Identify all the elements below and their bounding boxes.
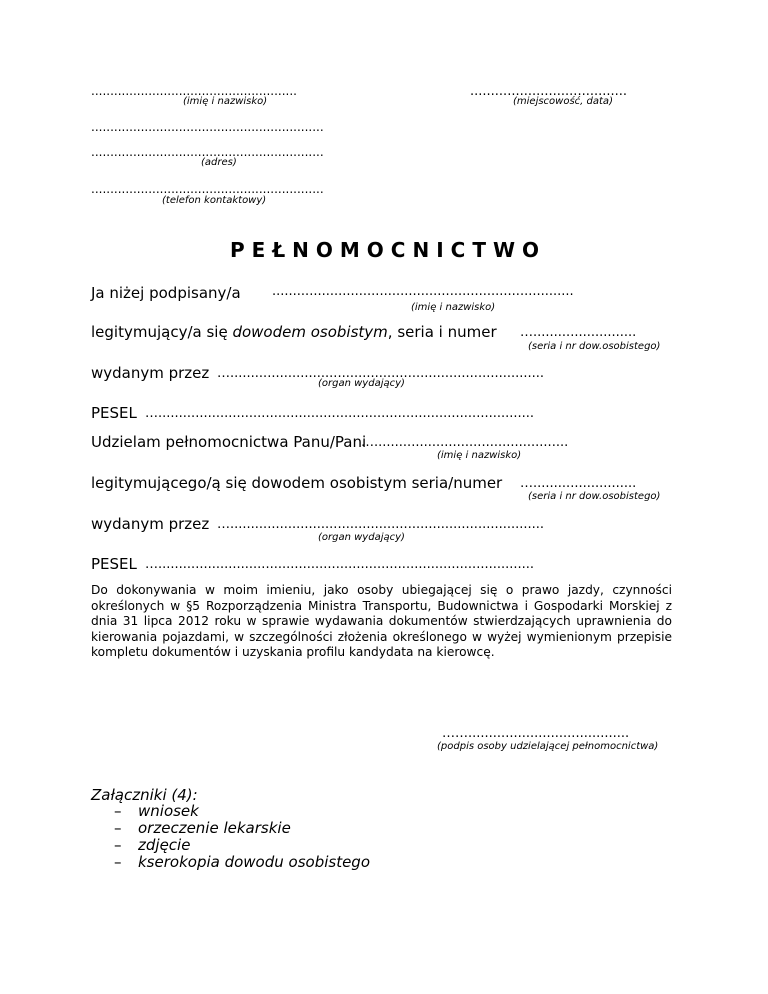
principal-label: Ja niżej podpisany/a — [91, 284, 241, 302]
authorization-paragraph: Do dokonywania w moim imieniu, jako osoby ubiegającej się o prawo jazdy, czynności określonych w §5 Rozporządzenia Ministra Transportu, Budownictwa i Gospodarki Morskiej z dnia 31 lipca 2012 roku w sprawie wydawania dokumentów stwierdzających uprawnienia do kierowania pojazdami, w szczególności złożenia określonego w wyżej wymienionym przepisie kompletu dokumentów i uzyskania profilu kandydata na kierowcę. — [91, 583, 672, 659]
principal-issuer-caption: (organ wydający) — [318, 378, 405, 389]
dash-icon: – — [114, 853, 122, 871]
agent-issuer-label: wydanym przez — [91, 515, 210, 533]
attachment-item — [114, 803, 370, 820]
principal-name-dots: ......................................................................... — [272, 284, 574, 299]
address-caption: (adres) — [201, 157, 237, 168]
agent-id-label: legitymującego/ą się dowodem osobistym seria/numer — [91, 474, 503, 492]
dash-icon: – — [114, 819, 122, 837]
document-title: PEŁNOMOCNICTWO — [230, 238, 547, 262]
attachments-heading: Załączniki (4): — [91, 786, 198, 804]
agent-name-dots: …............................................... — [361, 435, 569, 450]
principal-id-dots: …......................... — [520, 325, 637, 340]
address-dots-1: ............................................................. — [91, 120, 324, 134]
name-dots: ...................................................... — [91, 84, 297, 98]
attachment-item — [114, 854, 370, 871]
attachments-list — [114, 803, 370, 871]
attachment-label: zdjęcie — [138, 836, 191, 854]
agent-name-caption: (imię i nazwisko) — [437, 450, 522, 461]
signature-dots: ……....................................... — [442, 726, 630, 741]
principal-id-caption: (seria i nr dow.osobistego) — [528, 341, 661, 352]
principal-id-prefix: legitymujący/a się — [91, 323, 233, 341]
dash-icon: – — [114, 836, 122, 854]
principal-pesel-label: PESEL — [91, 404, 137, 422]
grant-label: Udzielam pełnomocnictwa Panu/Pani — [91, 433, 367, 451]
phone-dots: ............................................................. — [91, 182, 324, 196]
attachment-item — [114, 837, 370, 854]
principal-id-suffix: , seria i numer — [387, 323, 497, 341]
principal-id-line — [91, 323, 497, 341]
principal-issuer-label: wydanym przez — [91, 364, 210, 382]
place-date-caption: (miejscowość, data) — [513, 96, 613, 107]
attachment-item — [114, 820, 370, 837]
agent-issuer-dots: …............................................................................ — [217, 517, 545, 532]
principal-id-doc: dowodem osobistym — [232, 323, 388, 341]
dash-icon: – — [114, 802, 122, 820]
principal-issuer-dots: …............................................................................ — [217, 366, 545, 381]
place-date-dots: ...................................... — [470, 84, 628, 99]
signature-caption: (podpis osoby udzielającej pełnomocnictwa) — [437, 741, 659, 752]
principal-pesel-dots: …........................................................................................... — [145, 406, 535, 421]
agent-id-dots: …......................... — [520, 476, 637, 491]
attachment-label: orzeczenie lekarskie — [138, 819, 291, 837]
attachment-label: kserokopia dowodu osobistego — [138, 853, 371, 871]
principal-name-caption: (imię i nazwisko) — [411, 302, 496, 313]
agent-pesel-dots: …........................................................................................... — [145, 557, 535, 572]
agent-issuer-caption: (organ wydający) — [318, 532, 405, 543]
attachment-label: wniosek — [138, 802, 199, 820]
name-caption: (imię i nazwisko) — [183, 96, 268, 107]
phone-caption: (telefon kontaktowy) — [162, 195, 267, 206]
agent-pesel-label: PESEL — [91, 555, 137, 573]
address-dots-2: ............................................................. — [91, 145, 324, 159]
agent-id-caption: (seria i nr dow.osobistego) — [528, 491, 661, 502]
